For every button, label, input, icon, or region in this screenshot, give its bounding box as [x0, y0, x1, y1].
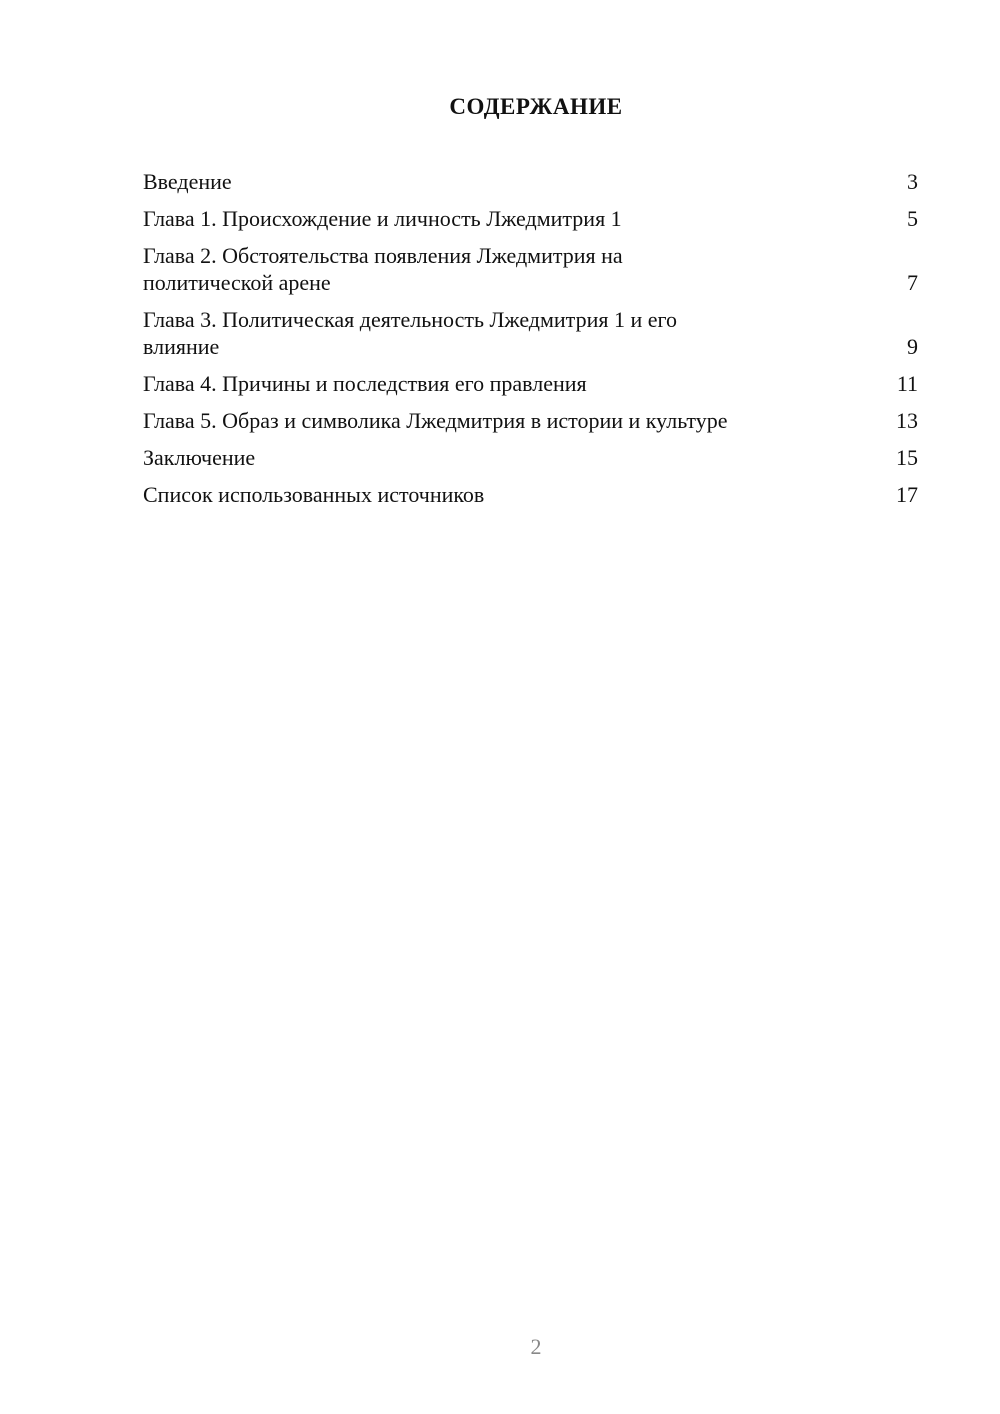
toc-entry-page-number: 5 [907, 206, 918, 231]
toc-entry-title: Глава 3. Политическая деятельность Лжедмитрия 1 и его влияние [143, 307, 677, 359]
toc-entry-chapter-5 [143, 407, 918, 434]
page-number: 2 [530, 1334, 542, 1359]
toc-entry-chapter-3 [143, 306, 918, 360]
toc-entry-page-number: 17 [896, 482, 918, 507]
toc-entry-page-number: 13 [896, 408, 918, 433]
toc-entry-title: Глава 1. Происхождение и личность Лжедмитрия 1 [143, 206, 622, 231]
toc-entry-title: Глава 2. Обстоятельства появления Лжедмитрия на политической арене [143, 243, 623, 295]
table-of-contents [143, 168, 918, 518]
toc-entry-page-number: 7 [907, 270, 918, 295]
toc-entry-title: Введение [143, 169, 232, 194]
toc-entry-page-number: 9 [907, 334, 918, 359]
page-title: СОДЕРЖАНИЕ [449, 94, 623, 119]
toc-entry-chapter-2 [143, 242, 918, 296]
toc-entry-chapter-4 [143, 370, 918, 397]
toc-entry-title: Глава 4. Причины и последствия его правления [143, 371, 587, 396]
toc-entry-conclusion [143, 444, 918, 471]
toc-entry-bibliography [143, 481, 918, 508]
toc-entry-title: Заключение [143, 445, 256, 470]
toc-entry-chapter-1 [143, 205, 918, 232]
toc-entry-page-number: 3 [907, 169, 918, 194]
toc-entry-title: Список использованных источников [143, 482, 485, 507]
toc-entry-introduction [143, 168, 918, 195]
toc-entry-page-number: 11 [896, 371, 918, 396]
toc-entry-title: Глава 5. Образ и символика Лжедмитрия в истории и культуре [143, 408, 728, 433]
toc-entry-page-number: 15 [896, 445, 918, 470]
